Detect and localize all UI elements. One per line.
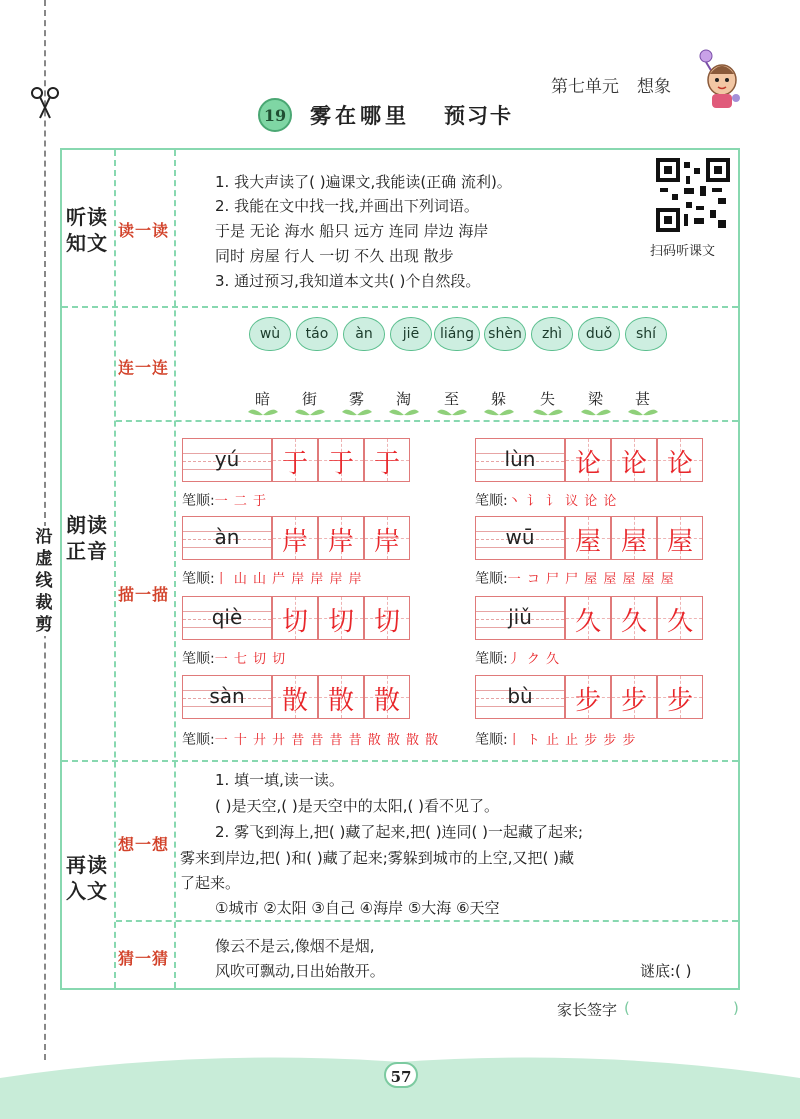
- sub-label-connect: 连一连: [118, 358, 170, 377]
- pinyin-bubble[interactable]: duǒ: [578, 317, 620, 351]
- tianzige-cell[interactable]: 散: [318, 675, 364, 719]
- stroke-order: 笔顺:丨 ト 止 止 步 步 步: [475, 732, 637, 748]
- pinyin-box: bù: [475, 675, 565, 719]
- tianzige-cell[interactable]: 切: [364, 596, 410, 640]
- cut-instruction: 沿 虚 线 裁 剪: [30, 526, 58, 636]
- pinyin-bubble[interactable]: táo: [296, 317, 338, 351]
- row-divider-2: [116, 420, 738, 422]
- tianzige-cell[interactable]: 论: [611, 438, 657, 482]
- parent-sign-close: ): [733, 999, 739, 1017]
- pinyin-box: jiǔ: [475, 596, 565, 640]
- pinyin-box: qiè: [182, 596, 272, 640]
- pinyin-bubble[interactable]: àn: [343, 317, 385, 351]
- tianzige-cell[interactable]: 论: [657, 438, 703, 482]
- pinyin-bubble[interactable]: zhì: [531, 317, 573, 351]
- tianzige-cell[interactable]: 论: [565, 438, 611, 482]
- row-divider-4: [116, 920, 738, 922]
- leaf-icon: [436, 406, 468, 416]
- stroke-order: 笔顺:一 七 切 切: [182, 651, 287, 667]
- pinyin-box: sàn: [182, 675, 272, 719]
- pinyin-bubble[interactable]: shèn: [484, 317, 526, 351]
- column-divider-2: [174, 150, 176, 988]
- pinyin-box: yú: [182, 438, 272, 482]
- parent-sign-open: (: [624, 999, 630, 1017]
- tianzige-cell[interactable]: 散: [272, 675, 318, 719]
- connect-char[interactable]: 雾: [349, 390, 365, 408]
- leaf-icon: [580, 406, 612, 416]
- connect-char[interactable]: 暗: [255, 390, 271, 408]
- think-options: ①城市 ②太阳 ③自己 ④海岸 ⑤大海 ⑥天空: [215, 899, 500, 917]
- sub-label-think: 想一想: [118, 835, 170, 854]
- sub-label-read: 读一读: [118, 221, 170, 240]
- tianzige-cell[interactable]: 久: [565, 596, 611, 640]
- connect-char[interactable]: 至: [444, 390, 460, 408]
- leaf-icon: [247, 406, 279, 416]
- qr-label: 扫码听课文: [650, 244, 716, 259]
- tianzige-cell[interactable]: 步: [657, 675, 703, 719]
- tianzige-cell[interactable]: 屋: [565, 516, 611, 560]
- listen-line-4: 同时 房屋 行人 一切 不久 出现 散步: [215, 247, 454, 265]
- tianzige-cell[interactable]: 于: [272, 438, 318, 482]
- card-title: 预习卡: [444, 103, 513, 128]
- pinyin-box: lùn: [475, 438, 565, 482]
- parent-sign-label: 家长签字: [557, 1001, 618, 1019]
- leaf-icon: [388, 406, 420, 416]
- stroke-order: 笔顺:丿 ク 久: [475, 651, 560, 667]
- tianzige-cell[interactable]: 于: [364, 438, 410, 482]
- pinyin-bubble[interactable]: jiē: [390, 317, 432, 351]
- connect-char[interactable]: 躲: [491, 390, 507, 408]
- think-line-2: ( )是天空,( )是天空中的太阳,( )看不见了。: [215, 797, 499, 815]
- tianzige-cell[interactable]: 于: [318, 438, 364, 482]
- think-line-1: 1. 填一填,读一读。: [215, 771, 344, 789]
- stroke-order: 笔顺:丨 山 山 屵 岸 岸 岸 岸: [182, 571, 363, 587]
- tianzige-cell[interactable]: 岸: [272, 516, 318, 560]
- pinyin-bubble[interactable]: liáng: [434, 317, 480, 351]
- tianzige-cell[interactable]: 久: [611, 596, 657, 640]
- tianzige-cell[interactable]: 切: [272, 596, 318, 640]
- mascot-icon: [694, 48, 744, 112]
- riddle-line-2: 风吹可飘动,日出始散开。: [215, 962, 385, 980]
- tianzige-cell[interactable]: 步: [611, 675, 657, 719]
- pinyin-bubble[interactable]: wù: [249, 317, 291, 351]
- parent-sign-field[interactable]: [621, 1001, 739, 1019]
- unit-theme: 想象: [637, 77, 671, 97]
- tianzige-cell[interactable]: 岸: [318, 516, 364, 560]
- lesson-title-bar: [258, 100, 513, 130]
- think-line-3: 2. 雾飞到海上,把( )藏了起来,把( )连同( )一起藏了起来;: [215, 823, 584, 841]
- row-divider-1: [62, 306, 738, 308]
- leaf-icon: [627, 406, 659, 416]
- connect-char[interactable]: 甚: [635, 390, 651, 408]
- page-number: 57: [384, 1062, 418, 1088]
- pinyin-bubble[interactable]: shí: [625, 317, 667, 351]
- stroke-order: 笔顺:一 二 于: [182, 493, 267, 509]
- connect-char[interactable]: 淘: [396, 390, 412, 408]
- unit-number: 第七单元: [551, 77, 619, 97]
- stroke-order: 笔顺:丶 讠 讠 议 论 论: [475, 493, 618, 509]
- sub-label-trace: 描一描: [118, 585, 170, 604]
- tianzige-cell[interactable]: 屋: [611, 516, 657, 560]
- connect-char[interactable]: 街: [302, 390, 318, 408]
- leaf-icon: [294, 406, 326, 416]
- lesson-title: 雾在哪里: [310, 103, 410, 128]
- section-read-label: 朗读 正音: [66, 513, 108, 563]
- section-listen-label: 听读 知文: [66, 205, 108, 255]
- tianzige-cell[interactable]: 久: [657, 596, 703, 640]
- listen-line-3: 于是 无论 海水 船只 远方 连同 岸边 海岸: [215, 222, 489, 240]
- connect-char[interactable]: 梁: [588, 390, 604, 408]
- stroke-order: 笔顺:一 十 廾 廾 昔 昔 昔 昔 散 散 散 散: [182, 732, 440, 748]
- riddle-answer[interactable]: 谜底:( ): [640, 962, 692, 980]
- think-line-4: 雾来到岸边,把( )和( )藏了起来;雾躲到城市的上空,又把( )藏: [180, 849, 575, 867]
- leaf-icon: [483, 406, 515, 416]
- listen-line-1: 1. 我大声读了( )遍课文,我能读(正确 流利)。: [215, 173, 512, 191]
- lesson-number-badge: 19: [258, 98, 292, 132]
- section-reread-label: 再读 入文: [66, 853, 108, 903]
- tianzige-cell[interactable]: 切: [318, 596, 364, 640]
- tianzige-cell[interactable]: 步: [565, 675, 611, 719]
- qr-code-icon[interactable]: [656, 158, 730, 232]
- leaf-icon: [341, 406, 373, 416]
- scissors-icon: [28, 86, 62, 120]
- think-line-5: 了起来。: [180, 874, 241, 892]
- row-divider-3: [62, 760, 738, 762]
- column-divider-1: [114, 150, 116, 988]
- unit-heading: [551, 72, 671, 97]
- sub-label-guess: 猜一猜: [118, 949, 170, 968]
- listen-line-5: 3. 通过预习,我知道本文共( )个自然段。: [215, 272, 481, 290]
- riddle-line-1: 像云不是云,像烟不是烟,: [215, 937, 375, 955]
- pinyin-box: àn: [182, 516, 272, 560]
- pinyin-box: wū: [475, 516, 565, 560]
- tianzige-cell[interactable]: 散: [364, 675, 410, 719]
- stroke-order: 笔顺:一 コ 尸 尸 屋 屋 屋 屋 屋: [475, 571, 675, 587]
- tianzige-cell[interactable]: 屋: [657, 516, 703, 560]
- connect-char[interactable]: 失: [540, 390, 556, 408]
- leaf-icon: [532, 406, 564, 416]
- listen-line-2: 2. 我能在文中找一找,并画出下列词语。: [215, 197, 479, 215]
- tianzige-cell[interactable]: 岸: [364, 516, 410, 560]
